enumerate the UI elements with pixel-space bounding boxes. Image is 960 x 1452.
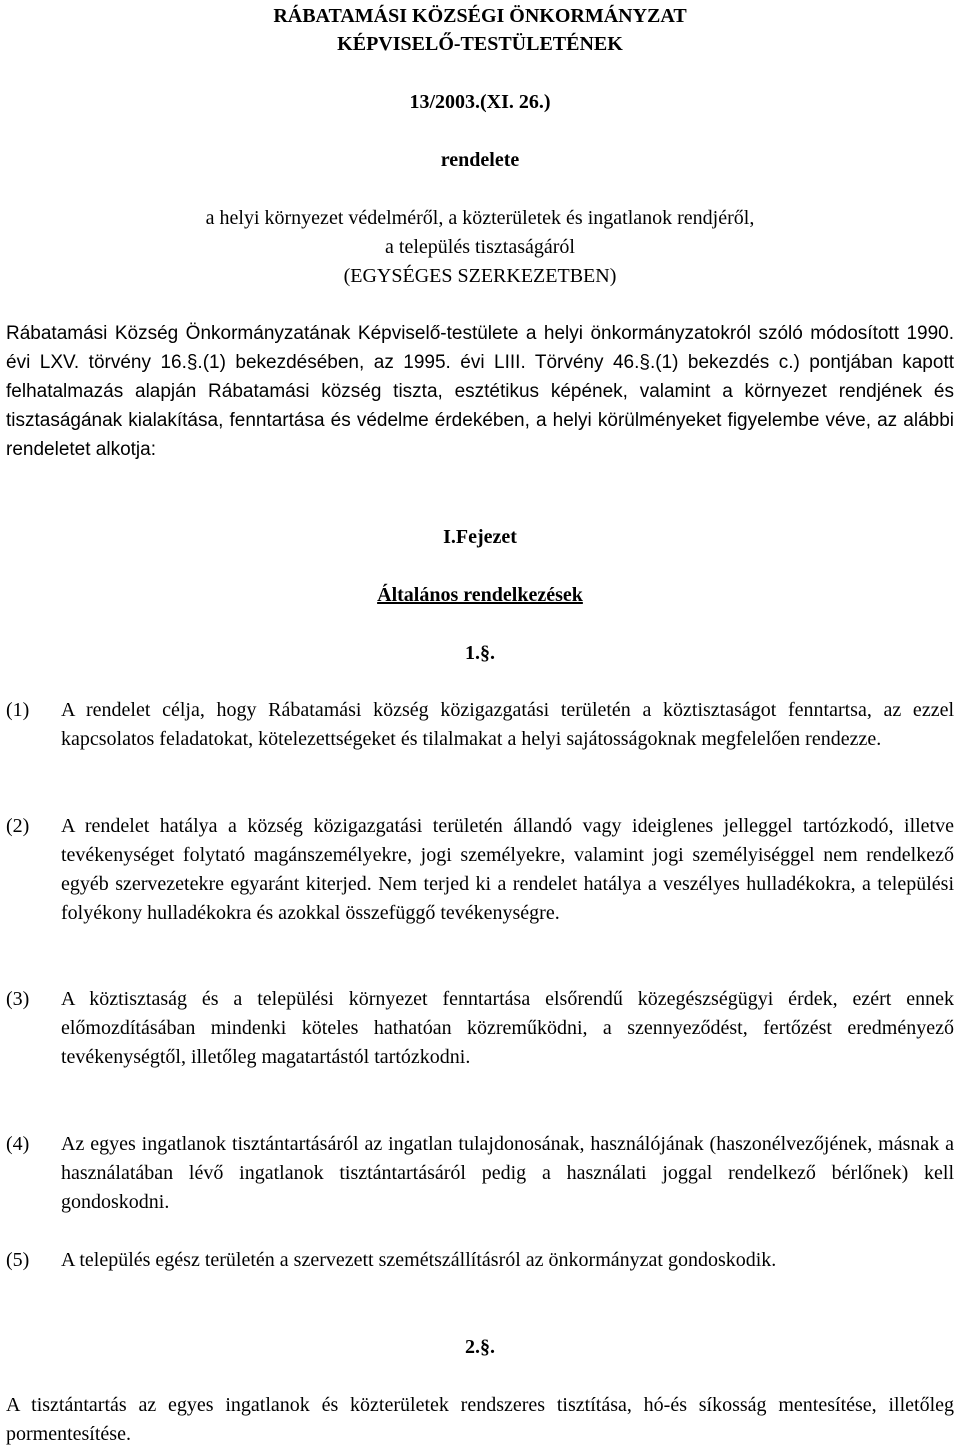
paragraph-3 xyxy=(6,985,954,1072)
chapter-heading: Általános rendelkezések xyxy=(377,584,583,606)
subtitle-line2: a település tisztaságáról xyxy=(385,236,575,258)
subtitle-line3: (EGYSÉGES SZERKEZETBEN) xyxy=(343,265,617,287)
chapter-title: I.Fejezet xyxy=(443,526,517,548)
paragraph-1 xyxy=(6,696,954,754)
paragraph-text: A település egész területén a szervezett szemétszállításról az önkormányzat gondoskodik. xyxy=(61,1249,777,1271)
paragraph-text: Az egyes ingatlanok tisztántartásáról az ingatlan tulajdonosának, használójának (haszonélvezőjének, másnak a használatában lévő ingatlanok tisztántartásáról pedig a használati joggal rendelkező bérlőnek) kell gondoskodni. xyxy=(61,1133,954,1213)
paragraph-text: A rendelet hatálya a község közigazgatási területén állandó vagy ideiglenes jelleggel tartózkodó, illetve tevékenységet folytató magánszemélyekre, jogi személyekre, valamint jogi személyiséggel nem rendelkező egyéb szervezetekre egyaránt kiterjed. Nem terjed ki a rendelet hatálya a veszélyes hulladékokra, a települési folyékony hulladékokra és azokkal összefüggő tevékenységre. xyxy=(61,815,954,924)
preamble: Rábatamási Község Önkormányzatának Képviselő-testülete a helyi önkormányzatokról szóló módosított 1990. évi LXV. törvény 16.§.(1) bekezdésében, az 1995. évi LIII. Törvény 46.§.(1) bekezdés c.) pontjában kapott felhatalmazás alapján Rábatamási község tiszta, esztétikus képének, valamint a környezet rendjének és tisztaságának kialakítása, fenntartása és védelme érdekében, a helyi körülményeket figyelembe véve, az alábbi rendeletet alkotja: xyxy=(6,323,954,460)
paragraph-number: (2) xyxy=(6,815,30,837)
section-2-text: A tisztántartás az egyes ingatlanok és közterületek rendszeres tisztítása, hó-és síkosság mentesítése, illetőleg pormentesítése. xyxy=(6,1394,954,1445)
section-2-label: 2.§. xyxy=(465,1336,495,1358)
regulation-number: 13/2003.(XI. 26.) xyxy=(409,91,551,113)
regulation-label: rendelete xyxy=(440,149,520,171)
paragraph-number: (5) xyxy=(6,1249,30,1271)
paragraph-text: A rendelet célja, hogy Rábatamási község közigazgatási területén a köztisztaságot fenntartsa, az ezzel kapcsolatos feladatokat, kötelezettségeket és tilalmakat a helyi sajátosságoknak megfelelően rendezze. xyxy=(61,699,954,750)
paragraph-number: (4) xyxy=(6,1133,30,1155)
paragraph-number: (3) xyxy=(6,988,30,1010)
paragraph-5 xyxy=(6,1246,954,1275)
paragraph-2 xyxy=(6,812,954,928)
section-1-label: 1.§. xyxy=(465,642,495,664)
doc-title-line2: KÉPVISELŐ-TESTÜLETÉNEK xyxy=(337,33,623,55)
paragraph-4 xyxy=(6,1130,954,1217)
subtitle-line1: a helyi környezet védelméről, a közterületek és ingatlanok rendjéről, xyxy=(205,207,755,229)
paragraph-number: (1) xyxy=(6,699,30,721)
doc-title-line1: RÁBATAMÁSI KÖZSÉGI ÖNKORMÁNYZAT xyxy=(273,5,687,27)
regulation-subtitle xyxy=(0,204,960,291)
paragraph-text: A köztisztaság és a települési környezet fenntartása elsőrendű közegészségügyi érdek, ezért ennek előmozdításában mindenki köteles hathatóan közreműködni, a szennyeződést, fertőzést eredményező tevékenységtől, illetőleg magatartástól tartózkodni. xyxy=(61,988,954,1068)
